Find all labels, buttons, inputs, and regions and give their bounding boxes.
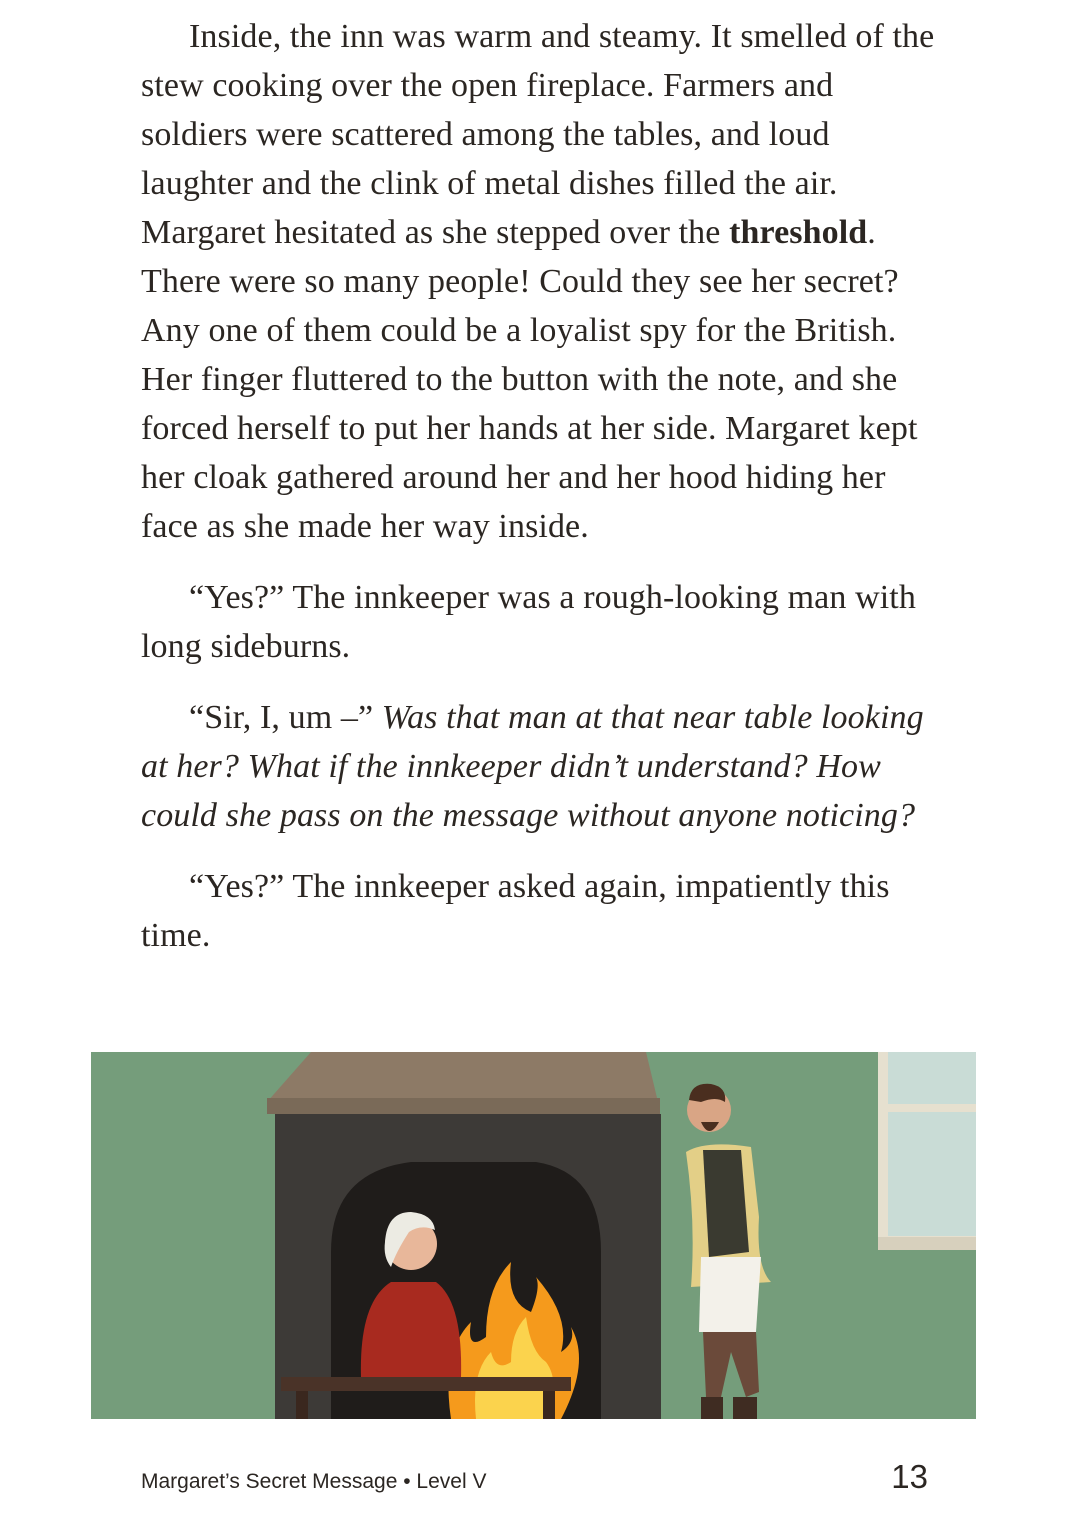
chimney-hood xyxy=(267,1052,658,1102)
paragraph-2: “Yes?” The innkeeper was a rough-looking man with long sideburns. xyxy=(141,579,916,665)
paragraph-3 xyxy=(141,693,941,840)
vocabulary-word: threshold xyxy=(729,214,868,251)
paragraph-1 xyxy=(141,12,941,551)
page-number: 13 xyxy=(891,1458,928,1495)
window-icon xyxy=(878,1052,976,1250)
paragraph-1-text: Inside, the inn was warm and steamy. It smelled of the stew cooking over the open fireplace. Farmers and soldiers were scattered among the tables, and loud laughter and the clink of metal dishes filled the air. Margaret hesitated as she stepped over the xyxy=(141,18,935,251)
inn-illustration xyxy=(91,1052,976,1419)
paragraph-1-text-end: . There were so many people! Could they see her secret? Any one of them could be a loyalist spy for the British. Her finger fluttered to the button with the note, and she forced herself to put her hands at her side. Margaret kept her cloak gathered around her and her hood hiding her face as she made her way inside. xyxy=(141,214,918,545)
story-text xyxy=(141,12,941,982)
book-title: Margaret’s Secret Message • Level V xyxy=(141,1470,487,1493)
bench xyxy=(281,1377,571,1391)
dialogue: “Sir, I, um –” xyxy=(189,699,382,736)
paragraph-4: “Yes?” The innkeeper asked again, impatiently this time. xyxy=(141,868,890,954)
inner-thought: Was that man at that near table looking at her? What if the innkeeper didn’t understand? How could she pass on the message without anyone noticing? xyxy=(141,699,924,834)
